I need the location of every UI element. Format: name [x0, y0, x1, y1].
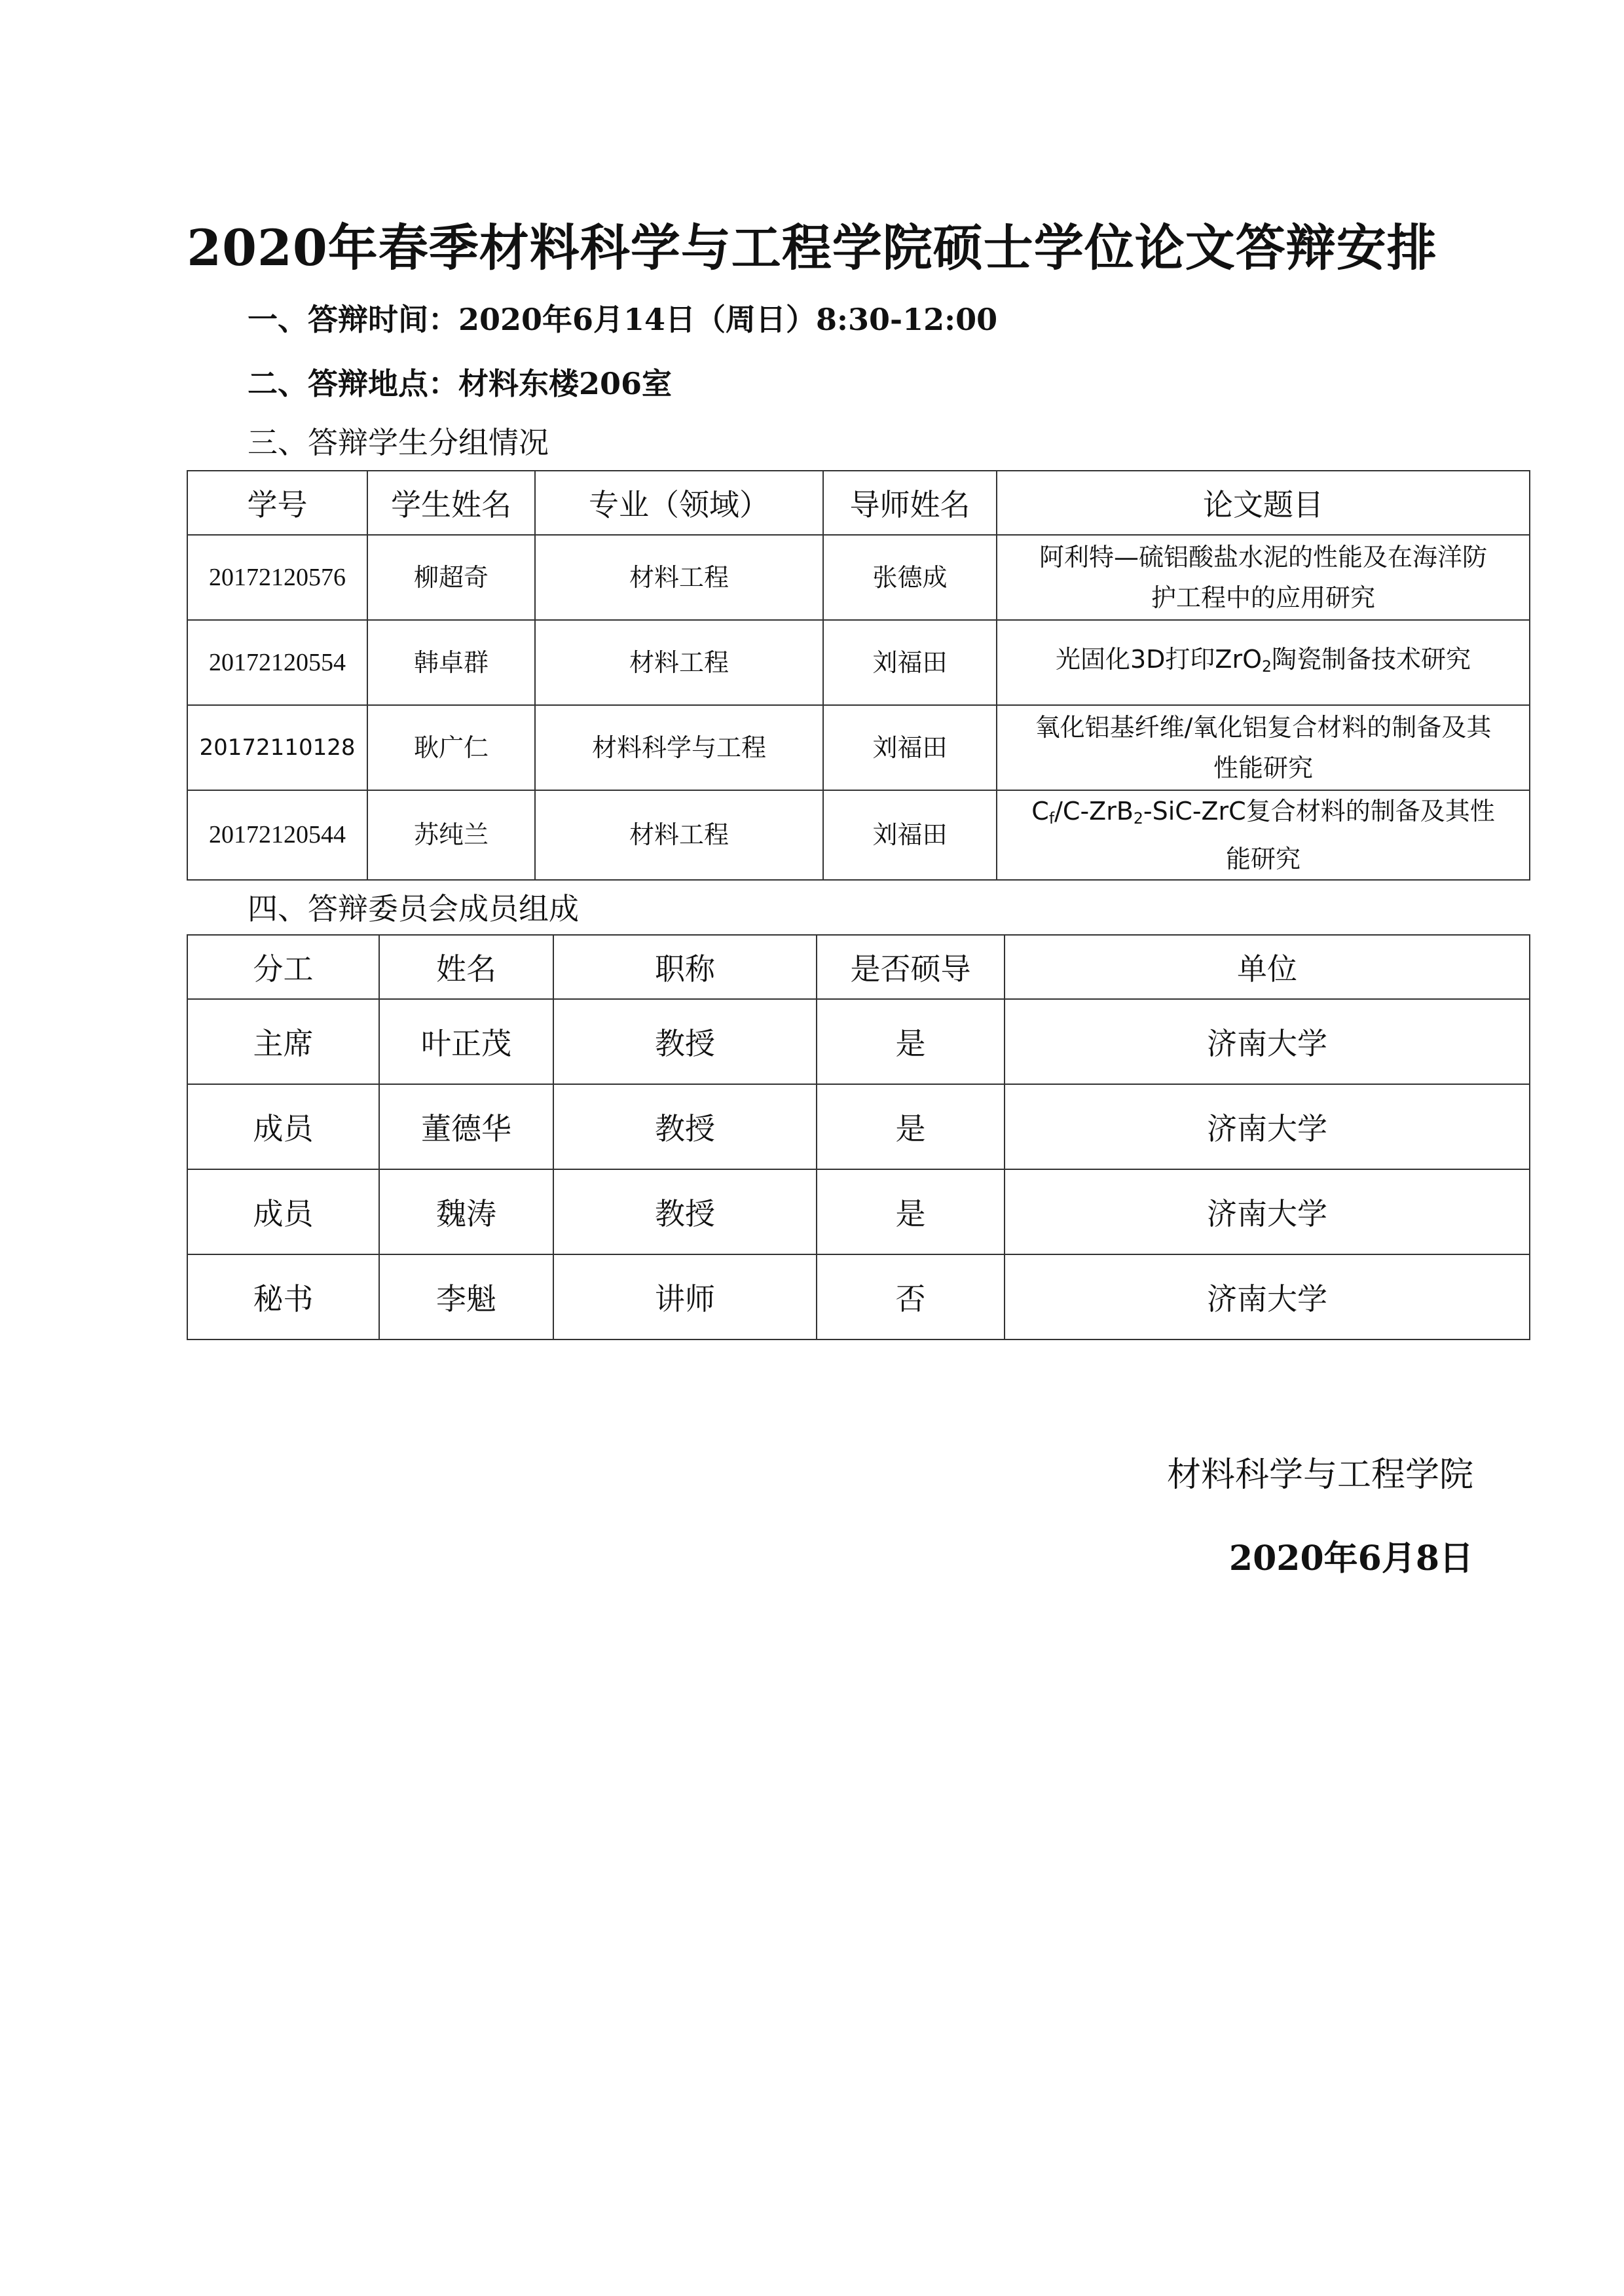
advisor-name: 刘福田 — [823, 705, 997, 790]
signature-organization: 材料科学与工程学院 — [1166, 1455, 1473, 1495]
advisor-name: 刘福田 — [823, 620, 997, 705]
committee-table — [187, 934, 1530, 1340]
member-name: 董德华 — [379, 1084, 553, 1169]
topic-line: 阿利特—硫铝酸盐水泥的性能及在海洋防 — [1039, 543, 1487, 572]
member-unit: 济南大学 — [1005, 1254, 1530, 1339]
member-name: 叶正茂 — [379, 999, 553, 1084]
student-id: 20172110128 — [187, 705, 367, 790]
column-header: 专业（领域） — [535, 471, 823, 535]
student-id: 20172120544 — [187, 790, 367, 880]
committee-heading: 四、答辩委员会成员组成 — [248, 891, 579, 926]
table-row — [187, 535, 1530, 620]
thesis-topic — [997, 620, 1530, 705]
topic-text: /C-ZrB — [1054, 797, 1134, 826]
column-header: 论文题目 — [997, 471, 1530, 535]
student-name: 柳超奇 — [367, 535, 535, 620]
signature-date: 2020年6月8日 — [1228, 1539, 1473, 1578]
table-row — [187, 620, 1530, 705]
student-name: 耿广仁 — [367, 705, 535, 790]
topic-line: 能研究 — [1225, 844, 1301, 873]
student-major: 材料科学与工程 — [535, 705, 823, 790]
member-title: 教授 — [553, 999, 817, 1084]
member-name: 李魁 — [379, 1254, 553, 1339]
topic-line: 性能研究 — [1213, 754, 1313, 782]
column-header: 姓名 — [379, 935, 553, 999]
table-header-row — [187, 935, 1530, 999]
column-header: 单位 — [1005, 935, 1530, 999]
table-row — [187, 1254, 1530, 1339]
member-unit: 济南大学 — [1005, 999, 1530, 1084]
table-row — [187, 790, 1530, 880]
is-supervisor: 是 — [817, 1084, 1005, 1169]
student-major: 材料工程 — [535, 790, 823, 880]
subscript: f — [1048, 809, 1055, 828]
member-title: 讲师 — [553, 1254, 817, 1339]
student-id: 20172120576 — [187, 535, 367, 620]
member-title: 教授 — [553, 1169, 817, 1254]
student-groups-heading: 三、答辩学生分组情况 — [248, 425, 549, 460]
student-major: 材料工程 — [535, 620, 823, 705]
advisor-name: 张德成 — [823, 535, 997, 620]
table-row — [187, 1169, 1530, 1254]
defense-place: 二、答辩地点：材料东楼206室 — [248, 366, 673, 401]
student-major: 材料工程 — [535, 535, 823, 620]
defense-time: 一、答辩时间：2020年6月14日（周日）8:30-12:00 — [248, 302, 998, 337]
advisor-name: 刘福田 — [823, 790, 997, 880]
committee-role: 成员 — [187, 1084, 379, 1169]
topic-line: 护工程中的应用研究 — [1151, 583, 1375, 612]
student-id: 20172120554 — [187, 620, 367, 705]
member-unit: 济南大学 — [1005, 1084, 1530, 1169]
member-title: 教授 — [553, 1084, 817, 1169]
member-name: 魏涛 — [379, 1169, 553, 1254]
table-row — [187, 1084, 1530, 1169]
committee-role: 成员 — [187, 1169, 379, 1254]
column-header: 是否硕导 — [817, 935, 1005, 999]
table-row — [187, 999, 1530, 1084]
column-header: 分工 — [187, 935, 379, 999]
committee-role: 主席 — [187, 999, 379, 1084]
is-supervisor: 是 — [817, 1169, 1005, 1254]
column-header: 导师姓名 — [823, 471, 997, 535]
thesis-topic — [997, 535, 1530, 620]
topic-text: 光固化3D打印ZrO — [1055, 644, 1262, 674]
subscript: 2 — [1133, 809, 1143, 828]
thesis-topic — [997, 790, 1530, 880]
column-header: 学生姓名 — [367, 471, 535, 535]
student-name: 苏纯兰 — [367, 790, 535, 880]
column-header: 职称 — [553, 935, 817, 999]
topic-text: -SiC-ZrC复合材料的制备及其性 — [1143, 797, 1495, 826]
member-unit: 济南大学 — [1005, 1169, 1530, 1254]
table-row — [187, 705, 1530, 790]
topic-text: C — [1031, 797, 1049, 826]
thesis-topic — [997, 705, 1530, 790]
topic-text: 陶瓷制备技术研究 — [1271, 644, 1471, 674]
topic-line: 氧化铝基纤维/氧化铝复合材料的制备及其 — [1035, 713, 1492, 742]
committee-role: 秘书 — [187, 1254, 379, 1339]
student-name: 韩卓群 — [367, 620, 535, 705]
table-header-row — [187, 471, 1530, 535]
students-table — [187, 470, 1530, 881]
is-supervisor: 否 — [817, 1254, 1005, 1339]
is-supervisor: 是 — [817, 999, 1005, 1084]
column-header: 学号 — [187, 471, 367, 535]
subscript: 2 — [1262, 657, 1272, 676]
page-title: 2020年春季材料科学与工程学院硕士学位论文答辩安排 — [187, 219, 1437, 277]
